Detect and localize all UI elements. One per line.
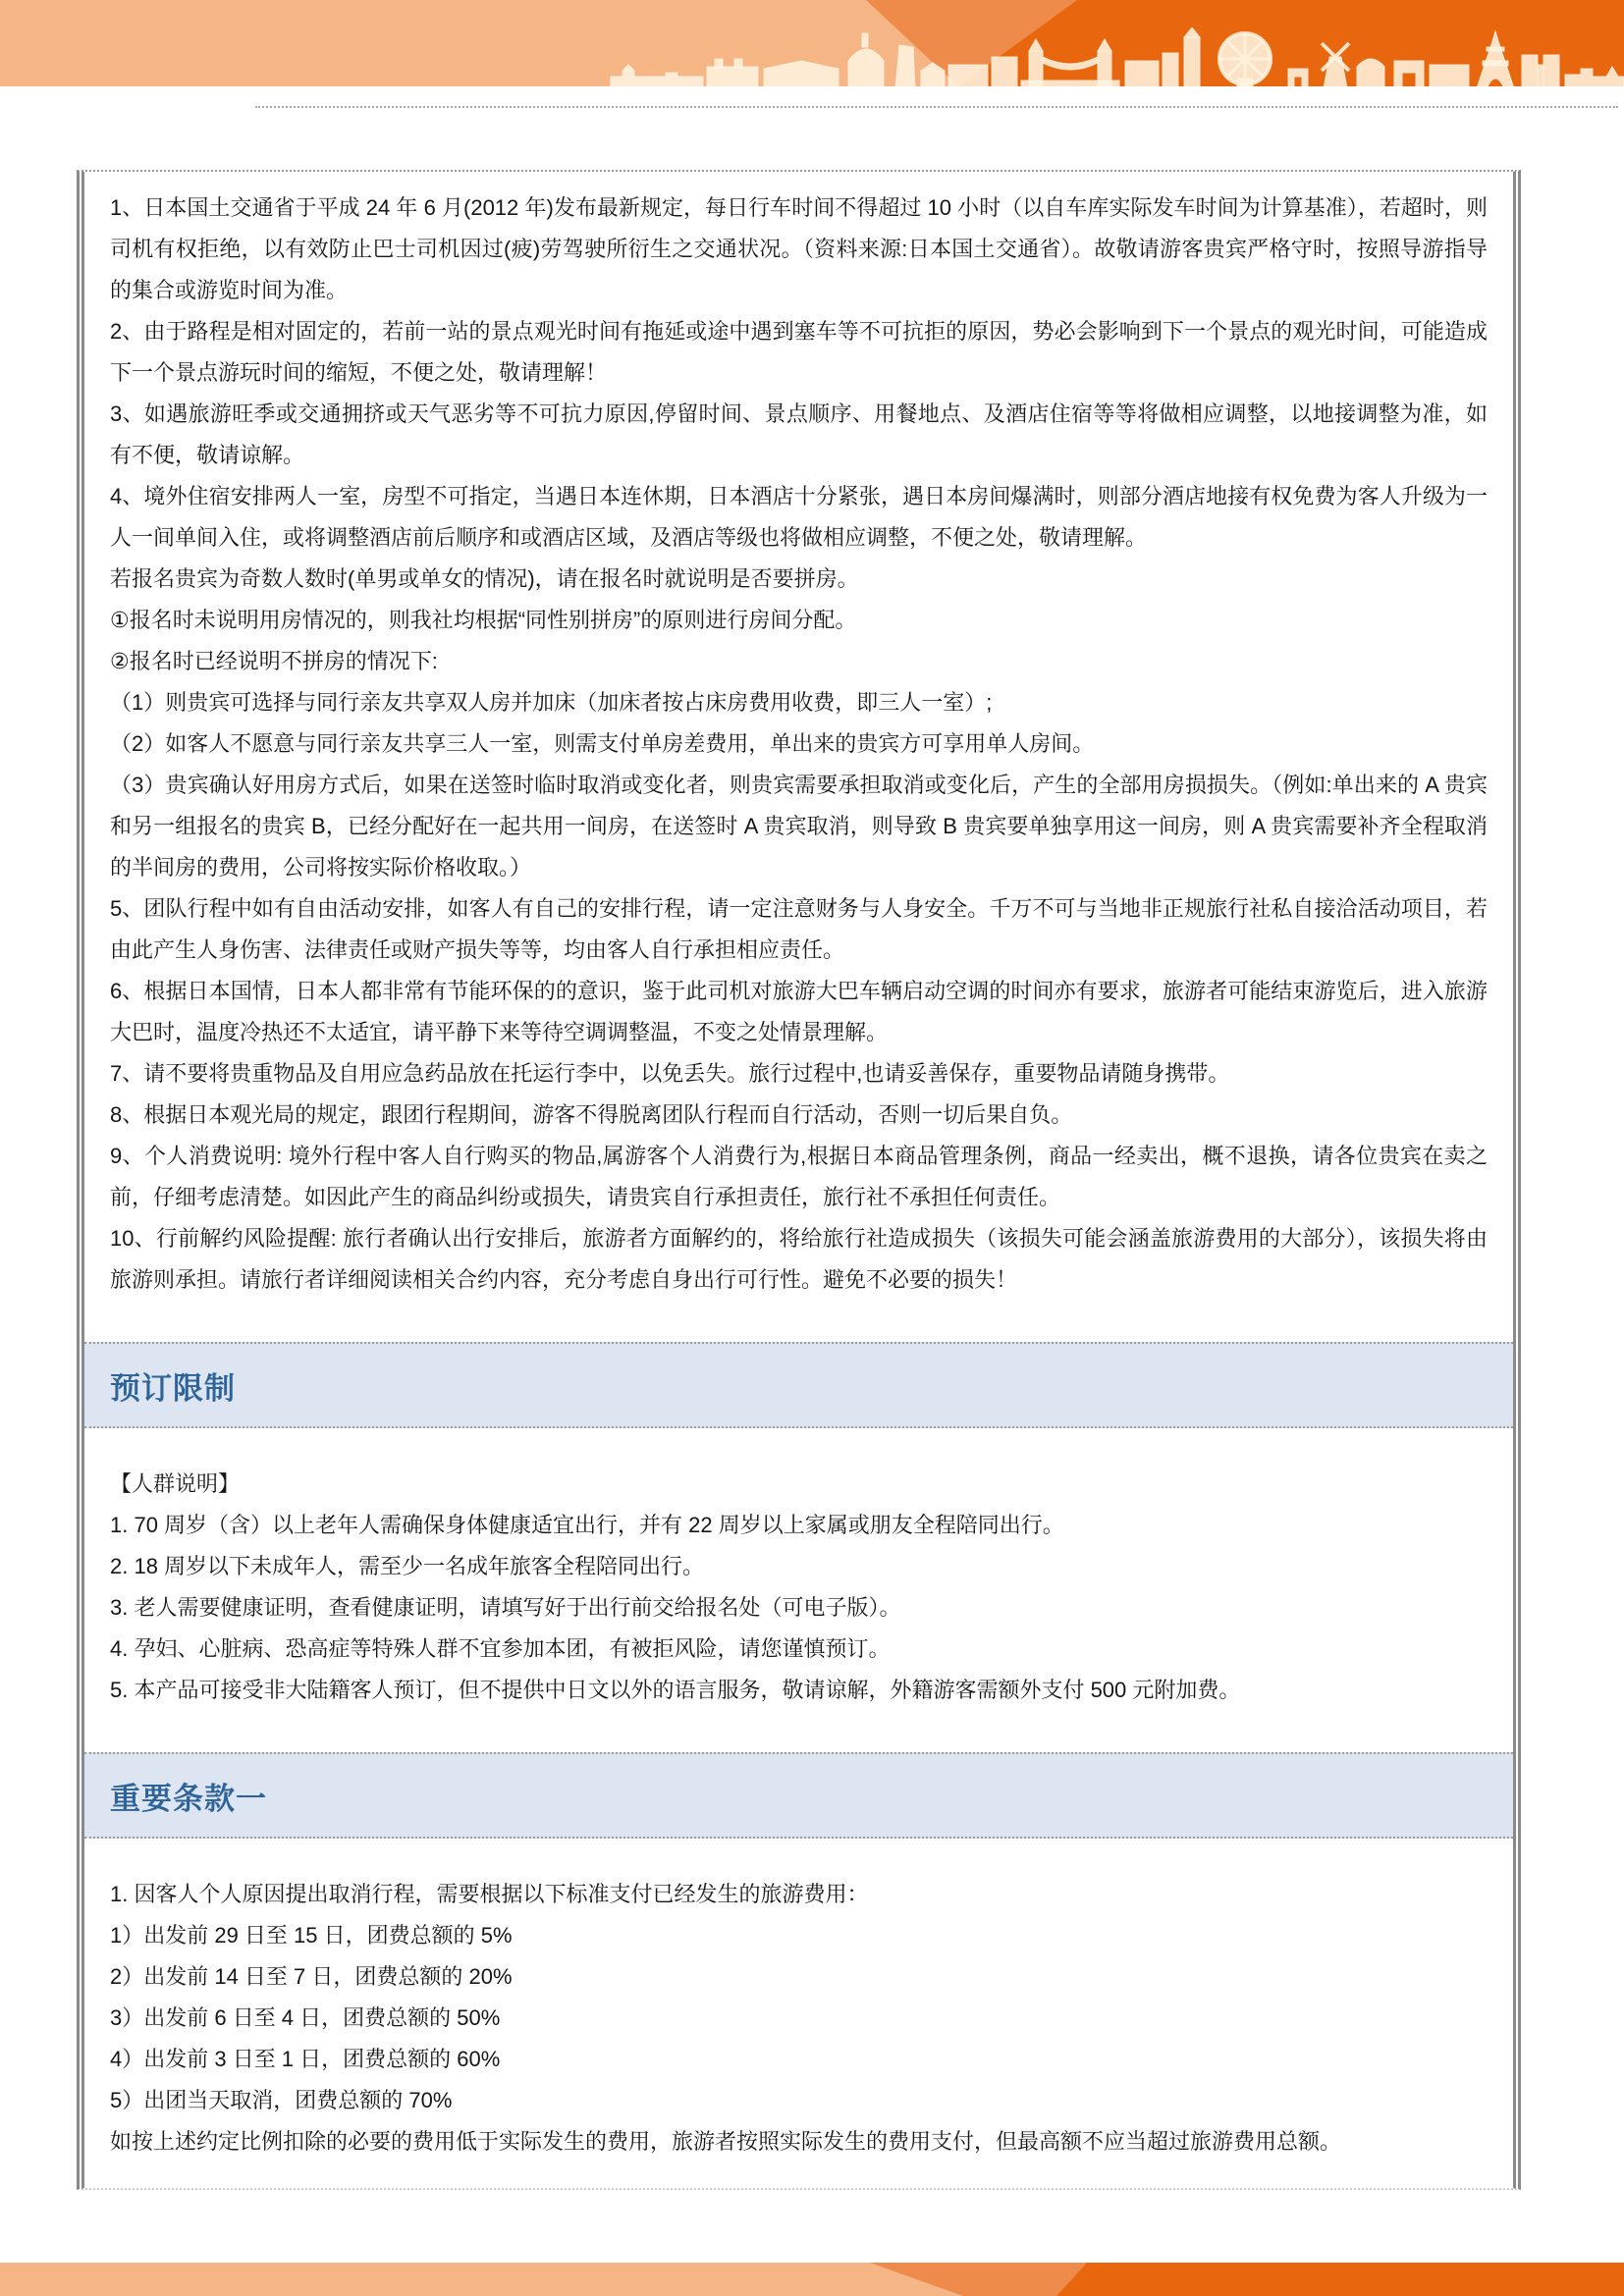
terms-item: 4）出发前 3 日至 1 日，团费总额的 60%	[110, 2047, 501, 2071]
note-paragraph: 若报名贵宾为奇数人数时(单男或单女的情况)，请在报名时就说明是否要拼房。	[110, 566, 859, 591]
note-paragraph: 3、如遇旅游旺季或交通拥挤或天气恶劣等不可抗力原因,停留时间、景点顺序、用餐地点、及酒店住宿等等将做相应调整，以地接调整为准，如有不便，敬请谅解。	[110, 401, 1488, 467]
header-banner	[0, 0, 1624, 86]
terms-item: 3）出发前 6 日至 4 日，团费总额的 50%	[110, 2005, 501, 2030]
booking-limits-section	[84, 1464, 1513, 1711]
general-notes-section	[84, 187, 1513, 1301]
important-terms-section	[84, 1874, 1513, 2163]
note-paragraph: 10、行前解约风险提醒: 旅行者确认出行安排后，旅游者方面解约的，将给旅行社造成损失（该损失可能会涵盖旅游费用的大部分），该损失将由旅游则承担。请旅行者详细阅读相关合约内容，充分考虑自身出行可行性。避免不必要的损失！	[110, 1226, 1488, 1292]
note-paragraph: （1）则贵宾可选择与同行亲友共享双人房并加床（加床者按占床房费用收费，即三人一室）;	[110, 690, 993, 715]
terms-item: 5）出团当天取消，团费总额的 70%	[110, 2088, 453, 2112]
note-paragraph: 5、团队行程中如有自由活动安排，如客人有自己的安排行程，请一定注意财务与人身安全。千万不可与当地非正规旅行社私自接洽活动项目，若由此产生人身伤害、法律责任或财产损失等等，均由客人自行承担相应责任。	[110, 896, 1488, 962]
section-title: 预订限制	[110, 1370, 236, 1406]
note-paragraph: 9、个人消费说明: 境外行程中客人自行购买的物品,属游客个人消费行为,根据日本商品管理条例，商品一经卖出，概不退换，请各位贵宾在卖之前，仔细考虑清楚。如因此产生的商品纠纷或损失，请贵宾自行承担责任，旅行社不承担任何责任。	[110, 1144, 1488, 1209]
booking-item: 3. 老人需要健康证明，查看健康证明，请填写好于出行前交给报名处（可电子版）。	[110, 1595, 901, 1620]
terms-item: 1）出发前 29 日至 15 日，团费总额的 5%	[110, 1923, 513, 1948]
section-title: 重要条款一	[110, 1781, 267, 1816]
note-paragraph: 8、根据日本观光局的规定，跟团行程期间，游客不得脱离团队行程而自行活动，否则一切后果自负。	[110, 1102, 1073, 1127]
section-header-booking-limits	[84, 1342, 1513, 1428]
booking-item: 2. 18 周岁以下未成年人，需至少一名成年旅客全程陪同出行。	[110, 1554, 705, 1578]
note-paragraph: （3）贵宾确认好用房方式后，如果在送签时临时取消或变化者，则贵宾需要承担取消或变化后，产生的全部用房损损失。（例如:单出来的 A 贵宾和另一组报名的贵宾 B，已经分配好在一起共用一间房，在送签时 A 贵宾取消，则导致 B 贵宾要单独享用这一间房，则 A 贵宾需要补齐全程取消的半间房的费用，公司将按实际价格收取。）	[110, 773, 1488, 880]
terms-item: 1. 因客人个人原因提出取消行程，需要根据以下标准支付已经发生的旅游费用：	[110, 1882, 869, 1906]
note-paragraph: （2）如客人不愿意与同行亲友共享三人一室，则需支付单房差费用，单出来的贵宾方可享用单人房间。	[110, 731, 1095, 756]
note-paragraph: 2、由于路程是相对固定的，若前一站的景点观光时间有拖延或途中遇到塞车等不可抗拒的原因，势必会影响到下一个景点的观光时间，可能造成下一个景点游玩时间的缩短，不便之处，敬请理解！	[110, 319, 1488, 385]
group-label: 【人群说明】	[110, 1471, 241, 1496]
city-skyline-icon	[609, 27, 1624, 86]
terms-item: 2）出发前 14 日至 7 日，团费总额的 20%	[110, 1964, 513, 1989]
note-paragraph: ①报名时未说明用房情况的，则我社均根据“同性别拼房”的原则进行房间分配。	[110, 608, 857, 632]
booking-item: 4. 孕妇、心脏病、恐高症等特殊人群不宜参加本团，有被拒风险，请您谨慎预订。	[110, 1636, 891, 1661]
booking-item: 5. 本产品可接受非大陆籍客人预订，但不提供中日文以外的语言服务，敬请谅解，外籍游客需额外支付 500 元附加费。	[110, 1678, 1241, 1702]
section-header-important-terms	[84, 1752, 1513, 1839]
note-paragraph: 6、根据日本国情，日本人都非常有节能环保的的意识，鉴于此司机对旅游大巴车辆启动空调的时间亦有要求，旅游者可能结束游览后，进入旅游大巴时，温度冷热还不太适宜，请平静下来等待空调调整温，不变之处情景理解。	[110, 979, 1488, 1044]
content-box	[77, 170, 1521, 2190]
note-paragraph: ②报名时已经说明不拼房的情况下:	[110, 649, 438, 673]
terms-item: 如按上述约定比例扣除的必要的费用低于实际发生的费用，旅游者按照实际发生的费用支付，但最高额不应当超过旅游费用总额。	[110, 2129, 1342, 2154]
booking-item: 1. 70 周岁（含）以上老年人需确保身体健康适宜出行，并有 22 周岁以上家属或朋友全程陪同出行。	[110, 1513, 1064, 1537]
note-paragraph: 7、请不要将贵重物品及自用应急药品放在托运行李中，以免丢失。旅行过程中,也请妥善保存，重要物品请随身携带。	[110, 1061, 1230, 1086]
top-divider	[255, 106, 1618, 108]
note-paragraph: 4、境外住宿安排两人一室，房型不可指定，当遇日本连休期，日本酒店十分紧张，遇日本房间爆满时，则部分酒店地接有权免费为客人升级为一人一间单间入住，或将调整酒店前后顺序和或酒店区域，及酒店等级也将做相应调整，不便之处，敬请理解。	[110, 484, 1488, 550]
footer-dark-section	[0, 2263, 1624, 2296]
note-paragraph: 1、日本国土交通省于平成 24 年 6 月(2012 年)发布最新规定，每日行车时间不得超过 10 小时（以自车库实际发车时间为计算基准），若超时，则司机有权拒绝，以有效防止巴士司机因过(疲)劳驾驶所衍生之交通状况。（资料来源:日本国土交通省）。故敬请游客贵宾严格守时，按照导游指导的集合或游览时间为准。	[110, 195, 1488, 302]
footer-banner	[0, 2263, 1624, 2296]
